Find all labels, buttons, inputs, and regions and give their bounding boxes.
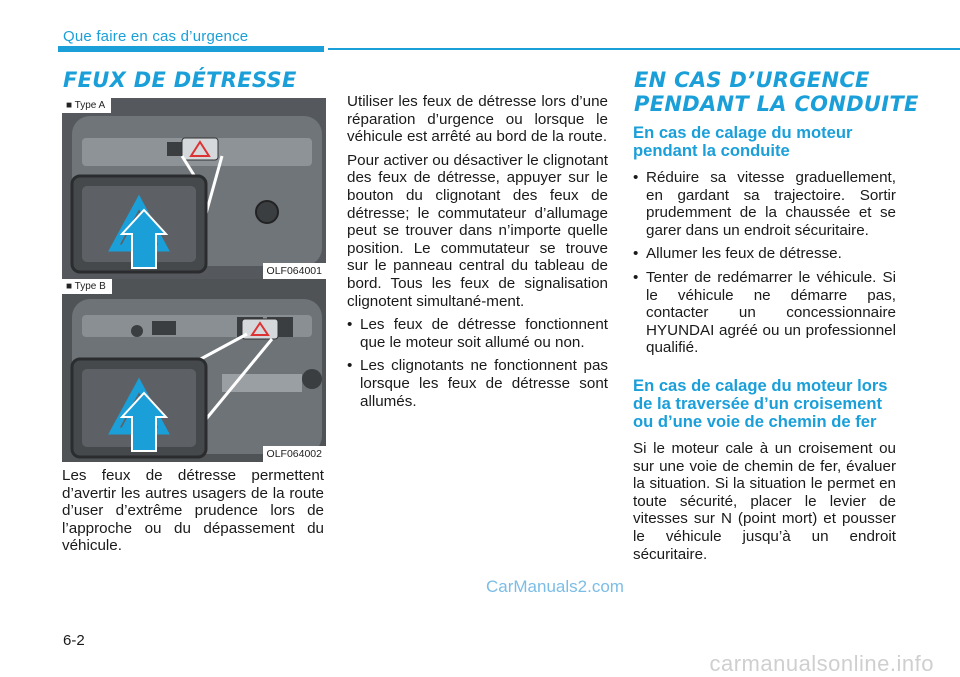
section-title-emergency-1: EN CAS D’URGENCE xyxy=(634,68,870,92)
list-item: • Allumer les feux de détresse. xyxy=(633,245,896,263)
section-title-hazard: FEUX DE DÉTRESSE xyxy=(63,68,297,92)
figure-a-label: ■ Type A xyxy=(62,98,111,113)
subheading-stall-crossing: En cas de calage du moteur lors de la traversée d’un croisement ou d’une voie de chemin de fer xyxy=(633,375,888,431)
watermark-carmanualsonline[interactable]: carmanualsonline.info xyxy=(709,651,934,676)
figure-b-code: OLF064002 xyxy=(263,446,326,462)
middle-bullet-list xyxy=(347,316,608,410)
middle-paragraph-1: Utiliser les feux de détresse lors d’une réparation d’urgence ou lorsque le véhicule est arrêté au bord de la route. xyxy=(347,93,608,146)
hazard-caption: Les feux de détresse permettent d’avertir les autres usagers de la route d’user d’extrême prudence lors de l’approche ou du dépassement du véhicule. xyxy=(62,467,324,555)
running-header: Que faire en cas d’urgence xyxy=(63,28,249,45)
hazard-switch-illustration-b xyxy=(62,279,326,462)
hazard-switch-illustration-a xyxy=(62,98,326,279)
header-bar-thin xyxy=(328,48,960,50)
page-number: 6-2 xyxy=(63,632,85,649)
right-final-paragraph: Si le moteur cale à un croisement ou sur une voie de chemin de fer, évaluer la situation. Si la situation le permet en toute sécurité, placer le levier de vitesses sur N (point mort) et pousser le véhicule jusqu’à un endroit sécuritaire. xyxy=(633,439,896,563)
list-item: • Tenter de redémarrer le véhicule. Si le véhicule ne démarre pas, contacter un concessionnaire HYUNDAI agréé ou un professionnel qualifié. xyxy=(633,269,896,357)
figure-a-code: OLF064001 xyxy=(263,263,326,279)
right-column xyxy=(633,124,896,563)
middle-paragraph-2: Pour activer ou désactiver le clignotant des feux de détresse, appuyer sur le bouton du clignotant des feux de détresse; le commutateur d’allumage peut se trouver dans n’importe quelle position. Le commutateur se trouve sur le panneau central du tableau de bord. Tous les feux de signalisation clignotent simultané-ment. xyxy=(347,151,608,310)
header-bar-thick xyxy=(58,46,324,52)
right-bullet-list xyxy=(633,169,896,357)
figure-type-b xyxy=(62,279,326,462)
section-title-emergency-2: PENDANT LA CONDUITE xyxy=(634,92,919,116)
figure-type-a xyxy=(62,98,326,279)
middle-column xyxy=(347,93,608,416)
list-item: • Les feux de détresse fonctionnent que le moteur soit allumé ou non. xyxy=(347,316,608,351)
list-item: • Les clignotants ne fonctionnent pas lorsque les feux de détresse sont allumés. xyxy=(347,357,608,410)
figure-b-label: ■ Type B xyxy=(62,279,112,294)
list-item: • Réduire sa vitesse graduellement, en gardant sa trajectoire. Sortir prudemment de la chaussée et se garer dans un endroit sécuritaire. xyxy=(633,169,896,239)
subheading-stall-driving: En cas de calage du moteur pendant la conduite xyxy=(633,123,853,160)
watermark-carmanuals[interactable]: CarManuals2.com xyxy=(486,577,624,596)
